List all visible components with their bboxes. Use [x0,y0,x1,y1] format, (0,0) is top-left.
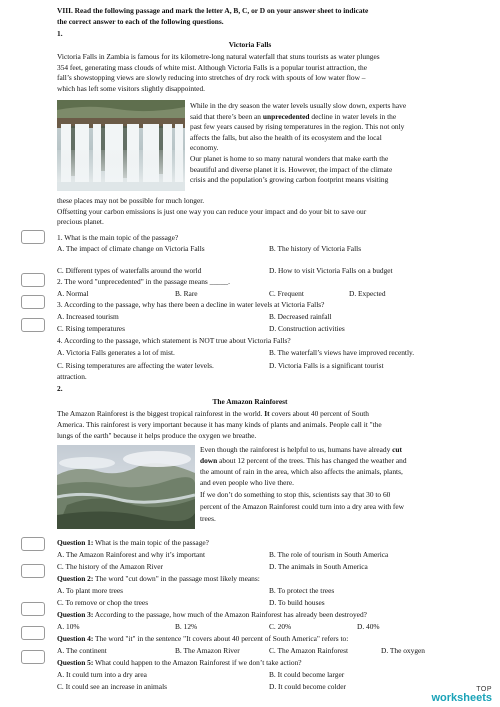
passage-2-text: trees. [200,514,216,523]
option-c: C. To remove or chop the trees [57,598,149,607]
question-label: Question 2: [57,574,94,583]
passage-1-number: 1. [57,29,63,38]
option-d: D. 40% [357,622,380,631]
option-d: D. Victoria Falls is a significant tourist [269,361,384,370]
passage-1-text: precious planet. [57,217,104,227]
passage-2-text: If we don’t do something to stop this, scientists say that 30 to 60 [200,490,391,499]
option-d: D. Construction activities [269,324,345,333]
option-d: D. The oxygen [381,646,425,655]
logo-brand: worksheets [431,692,492,704]
question-text: 1. What is the main topic of the passage? [57,233,179,242]
logo-top: TOP [476,686,492,693]
question-prompt: What could happen to the Amazon Rainforest if we don’t take action? [93,658,302,667]
option-a: A. The impact of climate change on Victoria Falls [57,244,205,253]
option-b: B. Decreased rainfall [269,312,332,321]
answer-box-p1-q3[interactable] [21,295,45,309]
option-a: A. Increased tourism [57,312,119,321]
answer-box-p2-q2[interactable] [21,564,45,578]
passage-1-text: these places may not be possible for much longer. [57,196,205,205]
option-b: B. The role of tourism in South America [269,550,389,559]
option-d: D. Expected [349,289,386,298]
passage-1-text: Our planet is home to so many natural wonders that make earth the [190,154,389,163]
option-b: B. 12% [175,622,198,631]
option-a: A. Victoria Falls generates a lot of mist. [57,348,175,357]
question-text: 3. According to the passage, why has there been a decline in water levels at Victoria Falls? [57,300,325,309]
passage-1-text: Offsetting your carbon emissions is just one way you can reduce your impact and do your bit to save our [57,206,367,216]
passage-2-text: America. This rainforest is very important because it has many kinds of plants and animals. People call it "the [57,420,382,429]
question-label: Question 3: [57,610,94,619]
option-c: C. It could see an increase in animals [57,682,168,691]
option-b: B. It could become larger [269,670,345,679]
passage-1-title: Victoria Falls [228,40,272,49]
passage-2-title: The Amazon Rainforest [212,397,288,406]
option-c: C. Frequent [269,289,304,298]
waterfall-image [57,100,185,191]
answer-box-p1-q4[interactable] [21,318,45,332]
option-b: B. The Amazon River [175,646,240,655]
rainforest-image [57,445,195,529]
option-d: D. How to visit Victoria Falls on a budget [269,266,393,275]
answer-box-p1-q1[interactable] [21,230,45,244]
passage-2-text [57,409,369,420]
option-c: C. The Amazon Rainforest [269,646,349,655]
question-text [57,610,367,621]
option-b: B. Rare [175,289,198,298]
option-d-continued: attraction. [57,372,87,381]
option-b: B. The waterfall’s views have improved recently. [269,348,415,357]
option-c: C. Different types of waterfalls around the world [57,266,202,275]
passage-2-text [200,456,407,467]
option-a: A. Normal [57,289,89,298]
option-c: C. Rising temperatures [57,324,125,333]
passage-1-text: Victoria Falls in Zambia is famous for its kilometre-long natural waterfall that stuns tourists as water plunges [57,52,380,61]
question-prompt: What is the main topic of the passage? [93,538,209,547]
keyword-unprecedented: unprecedented [262,111,310,121]
passage-2-text-part: covers about 40 percent of South [269,409,369,418]
passage-2-text-part: about 12 percent of the trees. This has changed the weather and [217,456,407,465]
passage-1-text: While in the dry season the water levels usually slow down, experts have [190,101,407,110]
question-text: 2. The word "unprecedented" in the passage means _____. [57,277,230,286]
question-prompt: The word "cut down" in the passage most likely means: [93,574,260,583]
passage-2-text: the amount of rain in the area, which also affects the animals, plants, [200,467,403,476]
passage-1-text: affects the falls, but also the health of its ecosystem and the local [190,132,382,142]
question-text [57,538,209,549]
question-text [57,574,260,585]
answer-box-p2-q1[interactable] [21,537,45,551]
option-d: D. The animals in South America [269,562,368,571]
passage-2-text-part: Even though the rainforest is helpful to us, humans have already [200,445,393,454]
option-d: D. It could become colder [269,682,346,691]
passage-1-text: which has left some visitors slightly disappointed. [57,83,206,93]
question-label: Question 1: [57,538,94,547]
answer-box-p1-q2[interactable] [21,273,45,287]
answer-box-p2-q4[interactable] [21,626,45,640]
instruction-line-1: VIII. Read the following passage and mark the letter A, B, C, or D on your answer sheet to indicate [57,6,369,15]
instruction-line-2: the correct answer to each of the following questions. [57,16,224,26]
topworksheets-logo[interactable] [431,685,492,703]
option-a: A. To plant more trees [57,586,124,595]
option-a: A. The Amazon Rainforest and why it’s important [57,550,206,559]
passage-1-text-part: said that there’s been an [190,111,263,121]
question-prompt: According to the passage, how much of the Amazon Rainforest has already been destroyed? [93,610,367,619]
option-c: C. 20% [269,622,292,631]
passage-2-text: and even people who live there. [200,478,294,487]
passage-1-text: economy. [190,143,219,153]
question-text [57,658,302,669]
passage-2-text: percent of the Amazon Rainforest could turn into a dry area with few [200,502,404,511]
passage-2-text-part: The Amazon Rainforest is the biggest tropical rainforest in the world. [57,409,265,418]
passage-2-number: 2. [57,384,63,393]
option-b: B. The history of Victoria Falls [269,244,362,253]
option-a: A. The continent [57,646,107,655]
option-d: D. To build houses [269,598,325,607]
passage-1-text: 354 feet, generating mass clouds of white mist. Although Victoria Falls is a popular tourist attraction, the [57,62,367,72]
question-label: Question 5: [57,658,94,667]
option-c: C. The history of the Amazon River [57,562,163,571]
passage-2-text: lungs of the earth" because it helps produce the oxygen we breathe. [57,431,257,440]
option-a: A. It could turn into a dry area [57,670,147,679]
option-a: A. 10% [57,622,80,631]
question-label: Question 4: [57,634,94,643]
passage-1-text: past few years caused by rising temperatures in the region. This not only [190,122,405,132]
question-text: 4. According to the passage, which statement is NOT true about Victoria Falls? [57,336,291,345]
option-c: C. Rising temperatures are affecting the water levels. [57,361,214,370]
passage-1-text [190,112,396,123]
passage-1-text: crisis and the population’s growing carbon footprint means visiting [190,175,389,185]
question-text [57,634,348,645]
passage-2-text [200,445,402,456]
passage-1-text-part: decline in water levels in the [309,111,397,121]
keyword-it: It [264,409,270,418]
keyword-down: down [200,456,218,465]
option-b: B. To protect the trees [269,586,335,595]
question-prompt: The word "it" in the sentence "It covers about 40 percent of South America" refers to: [93,634,349,643]
passage-1-text: fall’s showstopping views are slowly reducing into stretches of dry rock with spouts of low water flow – [57,73,366,83]
keyword-cut: cut [392,445,402,454]
answer-box-p2-q3[interactable] [21,602,45,616]
answer-box-p2-q5[interactable] [21,650,45,664]
passage-1-text: beautiful and diverse planet it is. However, the impact of the climate [190,164,393,174]
